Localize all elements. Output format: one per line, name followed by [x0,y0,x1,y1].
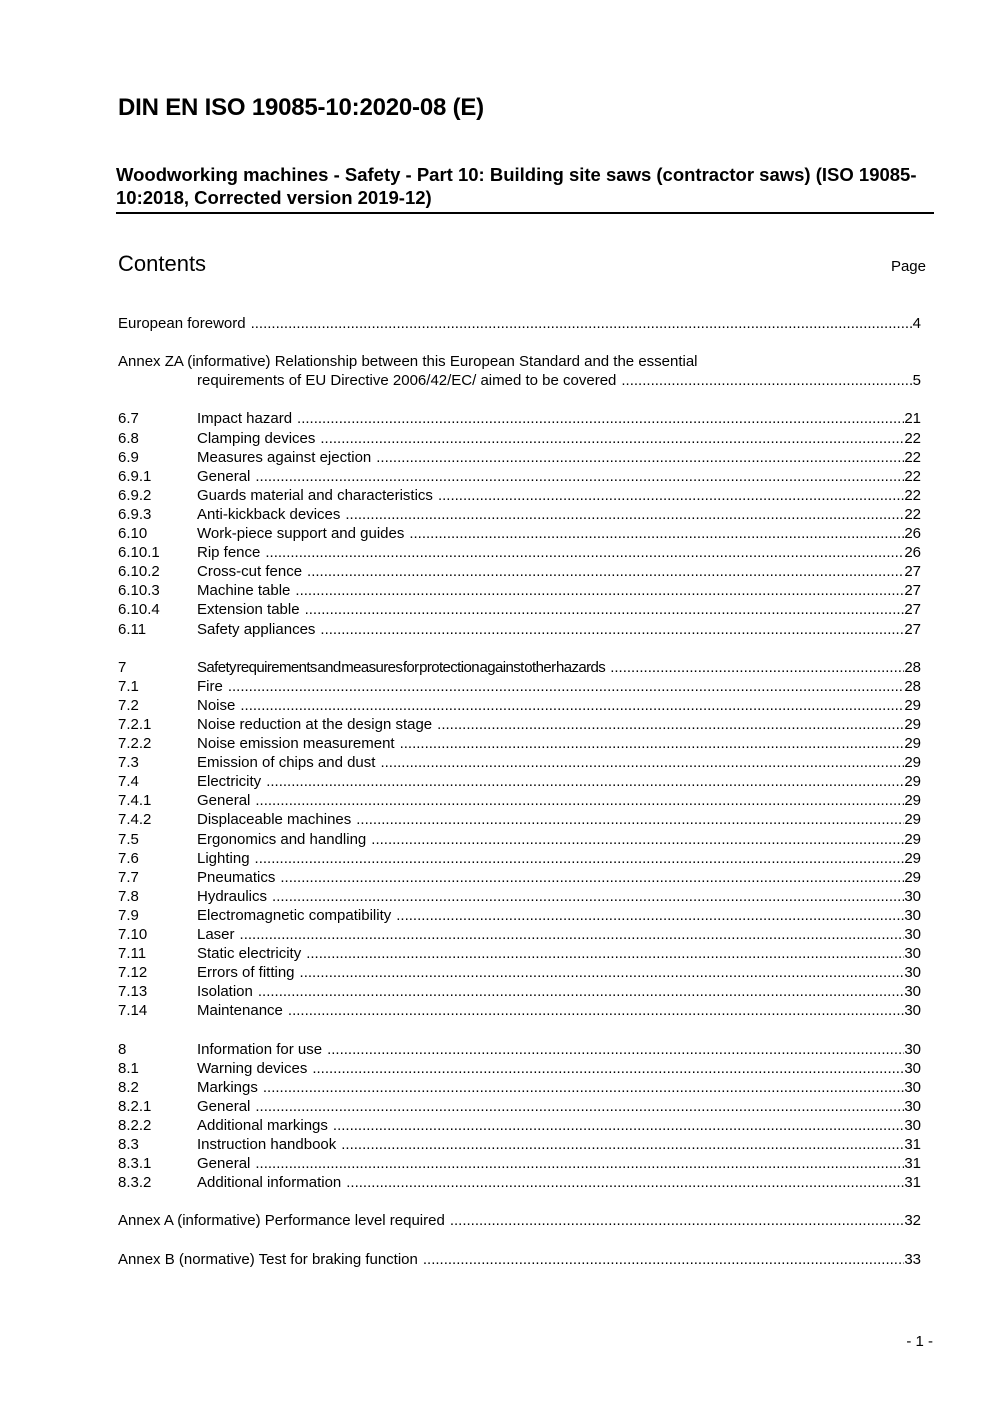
toc-entry-title: Additional markings [197,1116,328,1134]
toc-entry-title: Clamping devices [197,429,316,447]
toc-leader-dots [320,429,904,448]
toc-leader-dots [307,562,904,581]
toc-entry-page: 28 [904,658,921,676]
toc-entry[interactable] [118,791,921,810]
toc-entry[interactable] [118,1173,921,1192]
toc-entry-page: 29 [904,811,921,829]
toc-entry-title: Warning devices [197,1059,308,1077]
toc-entry-page: 29 [904,868,921,886]
toc-entry-page: 29 [904,830,921,848]
toc-entry-title: Annex B (normative) Test for braking function [118,1250,418,1268]
toc-entry-number: 6.8 [118,429,139,447]
toc-leader-dots [437,715,904,734]
toc-entry-title: Fire [197,677,223,695]
toc-entry[interactable] [118,429,921,448]
toc-entry-number: 7.4 [118,773,139,791]
toc-leader-dots [255,1097,904,1116]
toc-entry-page: 22 [904,486,921,504]
toc-leader-dots [295,581,904,600]
toc-entry[interactable] [118,677,921,696]
toc-entry-number: 6.9.1 [118,467,152,485]
toc-entry-page: 22 [904,429,921,447]
toc-entry[interactable] [118,505,921,524]
toc-entry-number: 7.6 [118,849,139,867]
toc-entry-number: 7 [118,658,127,676]
toc-entry-title: General [197,1155,251,1173]
toc-entry-title: Electromagnetic compatibility [197,906,392,924]
toc-entry[interactable] [118,1116,921,1135]
toc-entry-number: 8.3 [118,1136,139,1154]
toc-entry-title: Noise reduction at the design stage [197,715,433,733]
toc-entry-number: 7.2.1 [118,715,152,733]
toc-leader-dots [312,1059,904,1078]
toc-entry-page: 30 [904,906,921,924]
toc-entry-number: 7.12 [118,964,148,982]
toc-entry-title: Errors of fitting [197,964,295,982]
toc-entry-page: 28 [904,677,921,695]
toc-leader-dots [305,600,905,619]
toc-entry-number: 8.3.2 [118,1174,152,1192]
toc-entry-title: Lighting [197,849,250,867]
toc-entry-page: 29 [904,696,921,714]
toc-entry-title: Annex A (informative) Performance level required [118,1212,445,1230]
toc-entry[interactable] [118,982,921,1001]
toc-entry-page: 21 [904,410,921,428]
toc-entry-title: Markings [197,1078,258,1096]
toc-entry-european-foreword[interactable] [118,314,921,333]
toc-entry-number: 6.10 [118,525,148,543]
toc-leader-dots [228,677,904,696]
toc-entry[interactable] [118,1001,921,1020]
toc-entry[interactable] [118,1059,921,1078]
toc-entry-title: Information for use [197,1040,323,1058]
toc-entry-number: 7.10 [118,926,148,943]
toc-entry[interactable] [118,543,921,562]
toc-entry-title: General [197,1097,251,1115]
toc-entry[interactable] [118,849,921,868]
toc-entry[interactable] [118,830,921,849]
toc-entry-page: 5 [912,372,921,390]
toc-entry[interactable] [118,620,921,639]
toc-entry-number: 6.7 [118,410,139,428]
toc-entry-page: 27 [904,601,921,619]
toc-leader-dots [255,849,905,868]
toc-entry-page: 33 [904,1250,921,1268]
toc-entry-title: Hydraulics [197,887,268,905]
toc-entry[interactable] [118,963,921,982]
toc-entry-number: 6.9.3 [118,505,152,523]
toc-leader-dots [255,467,904,486]
toc-entry-title: Additional information [197,1174,342,1192]
toc-leader-dots [450,1211,904,1230]
toc-entry-page: 30 [904,1059,921,1077]
toc-entry[interactable] [118,467,921,486]
toc-leader-dots [297,409,904,428]
toc-entry-number: 8.3.1 [118,1155,152,1173]
page-column-heading: Page [890,258,926,275]
toc-entry[interactable] [118,734,921,753]
toc-entry-number: 7.4.1 [118,792,152,810]
toc-entry-title: General [197,792,251,810]
toc-entry[interactable] [118,562,921,581]
toc-leader-dots [438,486,904,505]
toc-leader-dots [300,963,905,982]
toc-entry-title: Laser [197,926,235,943]
toc-entry-number: 7.7 [118,868,139,886]
toc-leader-dots [356,810,904,829]
toc-entry-title: Noise [197,696,236,714]
toc-entry-title: Work-piece support and guides [197,525,405,543]
toc-entry[interactable] [118,658,921,677]
toc-entry[interactable] [118,1040,921,1059]
toc-entry[interactable] [118,1135,921,1154]
toc-entry-page: 30 [904,1097,921,1115]
toc-leader-dots [346,1173,904,1192]
toc-leader-dots [258,982,904,1001]
toc-leader-dots [306,944,904,963]
toc-entry-page: 27 [904,563,921,581]
toc-entry-page: 30 [904,926,921,943]
toc-entry-page: 30 [904,983,921,1001]
toc-entry-annex-b[interactable] [118,1250,921,1269]
toc-entry-page: 32 [904,1212,921,1230]
toc-leader-dots [240,925,905,944]
toc-entry[interactable] [118,944,921,963]
page-number: - 1 - [906,1333,933,1350]
toc-leader-dots [265,543,904,562]
toc-entry-title: Cross-cut fence [197,563,303,581]
toc-leader-dots [272,887,904,906]
toc-leader-dots [621,371,912,390]
contents-heading: Contents [118,251,207,276]
toc-entry-page: 29 [904,715,921,733]
toc-entry-number: 8.2.2 [118,1116,152,1134]
toc-entry-title: Machine table [197,582,291,600]
toc-entry[interactable] [118,524,921,543]
toc-entry-page: 27 [904,620,921,638]
toc-leader-dots [251,314,913,333]
toc-group-section-6 [118,409,921,638]
toc-leader-dots [280,868,904,887]
toc-entry-number: 8 [118,1040,127,1058]
toc-leader-dots [409,524,904,543]
toc-leader-dots [333,1116,904,1135]
toc-leader-dots [263,1078,904,1097]
toc-entry-page: 26 [904,525,921,543]
toc-entry-number: 6.10.1 [118,544,160,562]
toc-leader-dots [371,830,904,849]
toc-leader-dots [240,696,904,715]
toc-entry-page: 26 [904,544,921,562]
toc-entry-title: Static electricity [197,945,302,963]
toc-leader-dots [396,906,904,925]
toc-entry-number: 8.1 [118,1059,139,1077]
toc-entry-page: 31 [904,1174,921,1192]
toc-leader-dots [255,1154,904,1173]
toc-entry-page: 29 [904,849,921,867]
toc-entry-title: Maintenance [197,1002,283,1020]
toc-entry-page: 29 [904,754,921,772]
toc-entry-page: 30 [904,945,921,963]
toc-group-section-7 [118,658,921,1021]
toc-entry-title: General [197,467,251,485]
toc-entry-annex-a[interactable] [118,1211,921,1230]
toc-entry-number: 7.4.2 [118,811,152,829]
toc-entry-page: 27 [904,582,921,600]
toc-leader-dots [345,505,904,524]
toc-entry-number: 6.11 [118,620,147,638]
toc-entry-page: 31 [904,1136,921,1154]
toc-entry-number: 6.9.2 [118,486,152,504]
toc-entry-number: 7.2.2 [118,735,152,753]
toc-entry-annex-za-line2[interactable] [118,371,921,390]
toc-entry-title: Pneumatics [197,868,276,886]
toc-leader-dots [376,448,904,467]
toc-entry[interactable] [118,1154,921,1173]
toc-entry-page: 4 [912,315,921,332]
toc-entry-page: 29 [904,773,921,791]
toc-leader-dots [255,791,904,810]
toc-entry-page: 22 [904,467,921,485]
toc-entry[interactable] [118,1097,921,1116]
toc-entry[interactable] [118,887,921,906]
toc-entry[interactable] [118,925,921,944]
toc-entry[interactable] [118,448,921,467]
toc-entry[interactable] [118,772,921,791]
toc-entry-page: 31 [904,1155,921,1173]
toc-entry-page: 30 [904,964,921,982]
toc-entry-title: Ergonomics and handling [197,830,367,848]
toc-entry-title: Instruction handbook [197,1136,337,1154]
toc-entry-number: 7.9 [118,906,139,924]
toc-entry[interactable] [118,810,921,829]
toc-entry-title: Safety appliances [197,620,316,638]
toc-entry-number: 6.10.3 [118,582,160,600]
document-id: DIN EN ISO 19085-10:2020-08 (E) [118,94,484,121]
toc-leader-dots [400,734,905,753]
toc-entry-page: 30 [904,887,921,905]
toc-entry-title: Noise emission measurement [197,735,395,753]
toc-entry-number: 7.1 [118,677,139,695]
toc-entry-title: Measures against ejection [197,448,372,466]
toc-leader-dots [288,1001,904,1020]
toc-entry[interactable] [118,696,921,715]
toc-entry-title: requirements of EU Directive 2006/42/EC/ aimed to be covered [197,372,617,390]
toc-entry[interactable] [118,409,921,428]
toc-entry-title: Extension table [197,601,300,619]
toc-entry-number: 6.10.4 [118,601,160,619]
toc-leader-dots [423,1250,904,1269]
toc-entry-title: Guards material and characteristics [197,486,433,504]
toc-entry-page: 30 [904,1002,921,1020]
toc-entry-title: Annex ZA (informative) Relationship between this European Standard and the essential [118,353,698,371]
toc-entry-page: 30 [904,1116,921,1134]
toc-entry-page: 29 [904,792,921,810]
toc-entry-title: Impact hazard [197,410,293,428]
toc-leader-dots [341,1135,904,1154]
toc-leader-dots [327,1040,904,1059]
toc-entry-number: 7.14 [118,1002,148,1020]
toc-entry-number: 7.3 [118,754,139,772]
toc-entry-page: 30 [904,1078,921,1096]
toc-leader-dots [380,753,904,772]
toc-entry-number: 8.2 [118,1078,139,1096]
toc-entry-title: Anti-kickback devices [197,505,341,523]
toc-entry-number: 6.9 [118,448,139,466]
toc-entry-number: 6.10.2 [118,563,160,581]
toc-entry-page: 30 [904,1040,921,1058]
toc-entry[interactable] [118,581,921,600]
toc-entry-title: Isolation [197,983,253,1001]
toc-entry[interactable] [118,1078,921,1097]
toc-entry-title: Rip fence [197,544,261,562]
document-title: Woodworking machines - Safety - Part 10: Building site saws (contractor saws) (ISO 19085-10:2018, Corrected version 2019-12) [116,163,934,214]
toc-entry[interactable] [118,753,921,772]
toc-entry[interactable] [118,600,921,619]
toc-entry-number: 8.2.1 [118,1097,152,1115]
toc-entry[interactable] [118,715,921,734]
toc-entry-annex-za-line1[interactable] [118,352,921,371]
toc-entry-title: Displaceable machines [197,811,352,829]
toc-entry-number: 7.13 [118,983,148,1001]
toc-leader-dots [610,658,904,677]
toc-entry-title: European foreword [118,315,246,332]
toc-leader-dots [320,620,904,639]
toc-entry-number: 7.5 [118,830,139,848]
toc-entry-number: 7.8 [118,887,139,905]
toc-entry-page: 22 [904,505,921,523]
table-of-contents [118,314,921,1269]
toc-entry-number: 7.2 [118,696,139,714]
toc-entry-number: 7.11 [118,945,147,963]
toc-entry[interactable] [118,906,921,925]
toc-entry-page: 22 [904,448,921,466]
toc-entry-title: Safety requirements and measures for protection against other hazards [197,658,606,676]
toc-entry[interactable] [118,486,921,505]
toc-entry-title: Electricity [197,773,262,791]
toc-leader-dots [266,772,904,791]
toc-group-section-8 [118,1040,921,1193]
toc-entry-title: Emission of chips and dust [197,754,376,772]
toc-entry-page: 29 [904,735,921,753]
toc-entry[interactable] [118,868,921,887]
